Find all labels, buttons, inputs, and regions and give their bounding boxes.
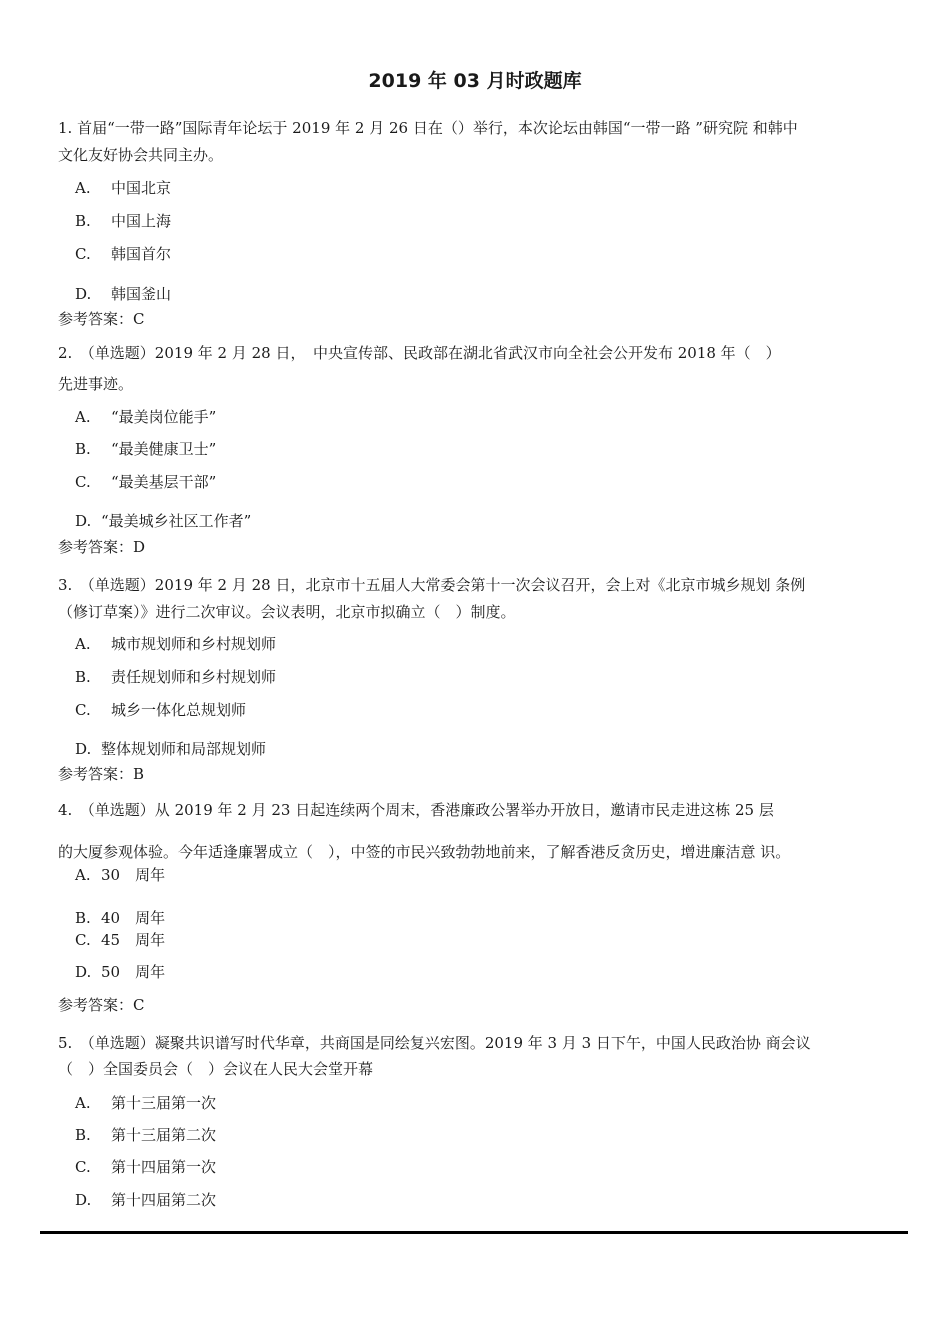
option-text: 韩国首尔 [111, 245, 172, 263]
question-2-line-2: 先进事迹。 [58, 375, 134, 393]
option-letter: A. [75, 635, 91, 653]
question-4-option-c [75, 931, 165, 949]
option-text: 整体规划师和局部规划师 [101, 740, 267, 758]
option-text: 第十四届第二次 [111, 1191, 217, 1209]
question-2-option-c [75, 473, 216, 491]
option-letter: D. [75, 963, 92, 981]
option-letter: A. [75, 866, 91, 884]
question-2-answer: 参考答案：D [58, 538, 146, 556]
option-letter: C. [75, 701, 91, 719]
question-3-option-a [75, 635, 276, 653]
question-5-line-1: 5. （单选题）凝聚共识谱写时代华章，共商国是同绘复兴宏图。2019 年 3 月 3 日下午，中国人民政治协 商会议 [58, 1034, 811, 1052]
question-5-line-2: （ ）全国委员会（ ）会议在人民大会堂开幕 [58, 1060, 374, 1078]
option-text: 45 周年 [101, 931, 166, 949]
question-5-option-d [75, 1191, 216, 1209]
option-text: 韩国釜山 [111, 285, 172, 303]
question-3-line-2: （修订草案）》进行二次审议。会议表明，北京市拟确立（ ）制度。 [58, 603, 516, 621]
option-text: 第十三届第二次 [111, 1126, 217, 1144]
option-text: 第十四届第一次 [111, 1158, 217, 1176]
option-letter: C. [75, 1158, 91, 1176]
option-letter: B. [75, 668, 91, 686]
option-letter: C. [75, 931, 91, 949]
page-title: 2019 年 03 月时政题库 [368, 70, 582, 92]
question-5-option-c [75, 1158, 216, 1176]
question-3-option-b [75, 668, 276, 686]
question-1-answer: 参考答案：C [58, 310, 145, 328]
question-1-line-2: 文化友好协会共同主办。 [58, 146, 224, 164]
question-1-line-1: 1. 首届“一带一路”国际青年论坛于 2019 年 2 月 26 日在（）举行，本次论坛由韩国“一带一路 ”研究院 和韩中 [58, 119, 798, 137]
question-3-answer: 参考答案：B [58, 765, 145, 783]
question-2-option-b [75, 440, 216, 458]
option-text: 50 周年 [101, 963, 166, 981]
option-text: “最美健康卫士” [111, 440, 217, 458]
option-text: “最美基层干部” [111, 473, 217, 491]
option-text: “最美岗位能手” [111, 408, 217, 426]
option-text: 第十三届第一次 [111, 1094, 217, 1112]
question-1-option-c [75, 245, 171, 263]
option-text: 城市规划师和乡村规划师 [111, 635, 277, 653]
option-letter: C. [75, 245, 91, 263]
footer-divider [40, 1231, 908, 1234]
question-1-option-a [75, 179, 171, 197]
option-text: 责任规划师和乡村规划师 [111, 668, 277, 686]
option-letter: C. [75, 473, 91, 491]
question-5-option-b [75, 1126, 216, 1144]
option-letter: B. [75, 909, 91, 927]
question-2-line-1: 2. （单选题）2019 年 2 月 28 日， 中央宣传部、民政部在湖北省武汉市向全社会公开发布 2018 年（ ） [58, 344, 781, 362]
question-4-line-1: 4. （单选题）从 2019 年 2 月 23 日起连续两个周末，香港廉政公署举办开放日，邀请市民走进这栋 25 层 [58, 801, 774, 819]
option-letter: D. [75, 740, 92, 758]
option-letter: A. [75, 408, 91, 426]
option-letter: D. [75, 1191, 92, 1209]
question-4-option-d [75, 963, 165, 981]
question-3-option-d [75, 740, 266, 758]
option-text: 30 周年 [101, 866, 166, 884]
option-letter: D. [75, 512, 92, 530]
question-4-line-2: 的大厦参观体验。今年适逢廉署成立（ ），中签的市民兴致勃勃地前来，了解香港反贪历史，增进廉洁意 识。 [58, 843, 791, 861]
option-letter: A. [75, 179, 91, 197]
question-2-option-a [75, 408, 216, 426]
question-2-option-d [75, 512, 251, 530]
option-text: 中国上海 [111, 212, 172, 230]
question-5-option-a [75, 1094, 216, 1112]
option-text: “最美城乡社区工作者” [101, 512, 252, 530]
question-3-option-c [75, 701, 246, 719]
question-4-answer: 参考答案：C [58, 996, 145, 1014]
option-letter: D. [75, 285, 92, 303]
question-1-option-b [75, 212, 171, 230]
option-text: 40 周年 [101, 909, 166, 927]
question-4-option-b [75, 909, 165, 927]
option-letter: B. [75, 212, 91, 230]
option-text: 城乡一体化总规划师 [111, 701, 247, 719]
option-letter: A. [75, 1094, 91, 1112]
question-4-option-a [75, 866, 165, 884]
option-letter: B. [75, 1126, 91, 1144]
question-1-option-d [75, 285, 171, 303]
option-text: 中国北京 [111, 179, 172, 197]
question-3-line-1: 3. （单选题）2019 年 2 月 28 日，北京市十五届人大常委会第十一次会议召开，会上对《北京市城乡规划 条例 [58, 576, 806, 594]
option-letter: B. [75, 440, 91, 458]
